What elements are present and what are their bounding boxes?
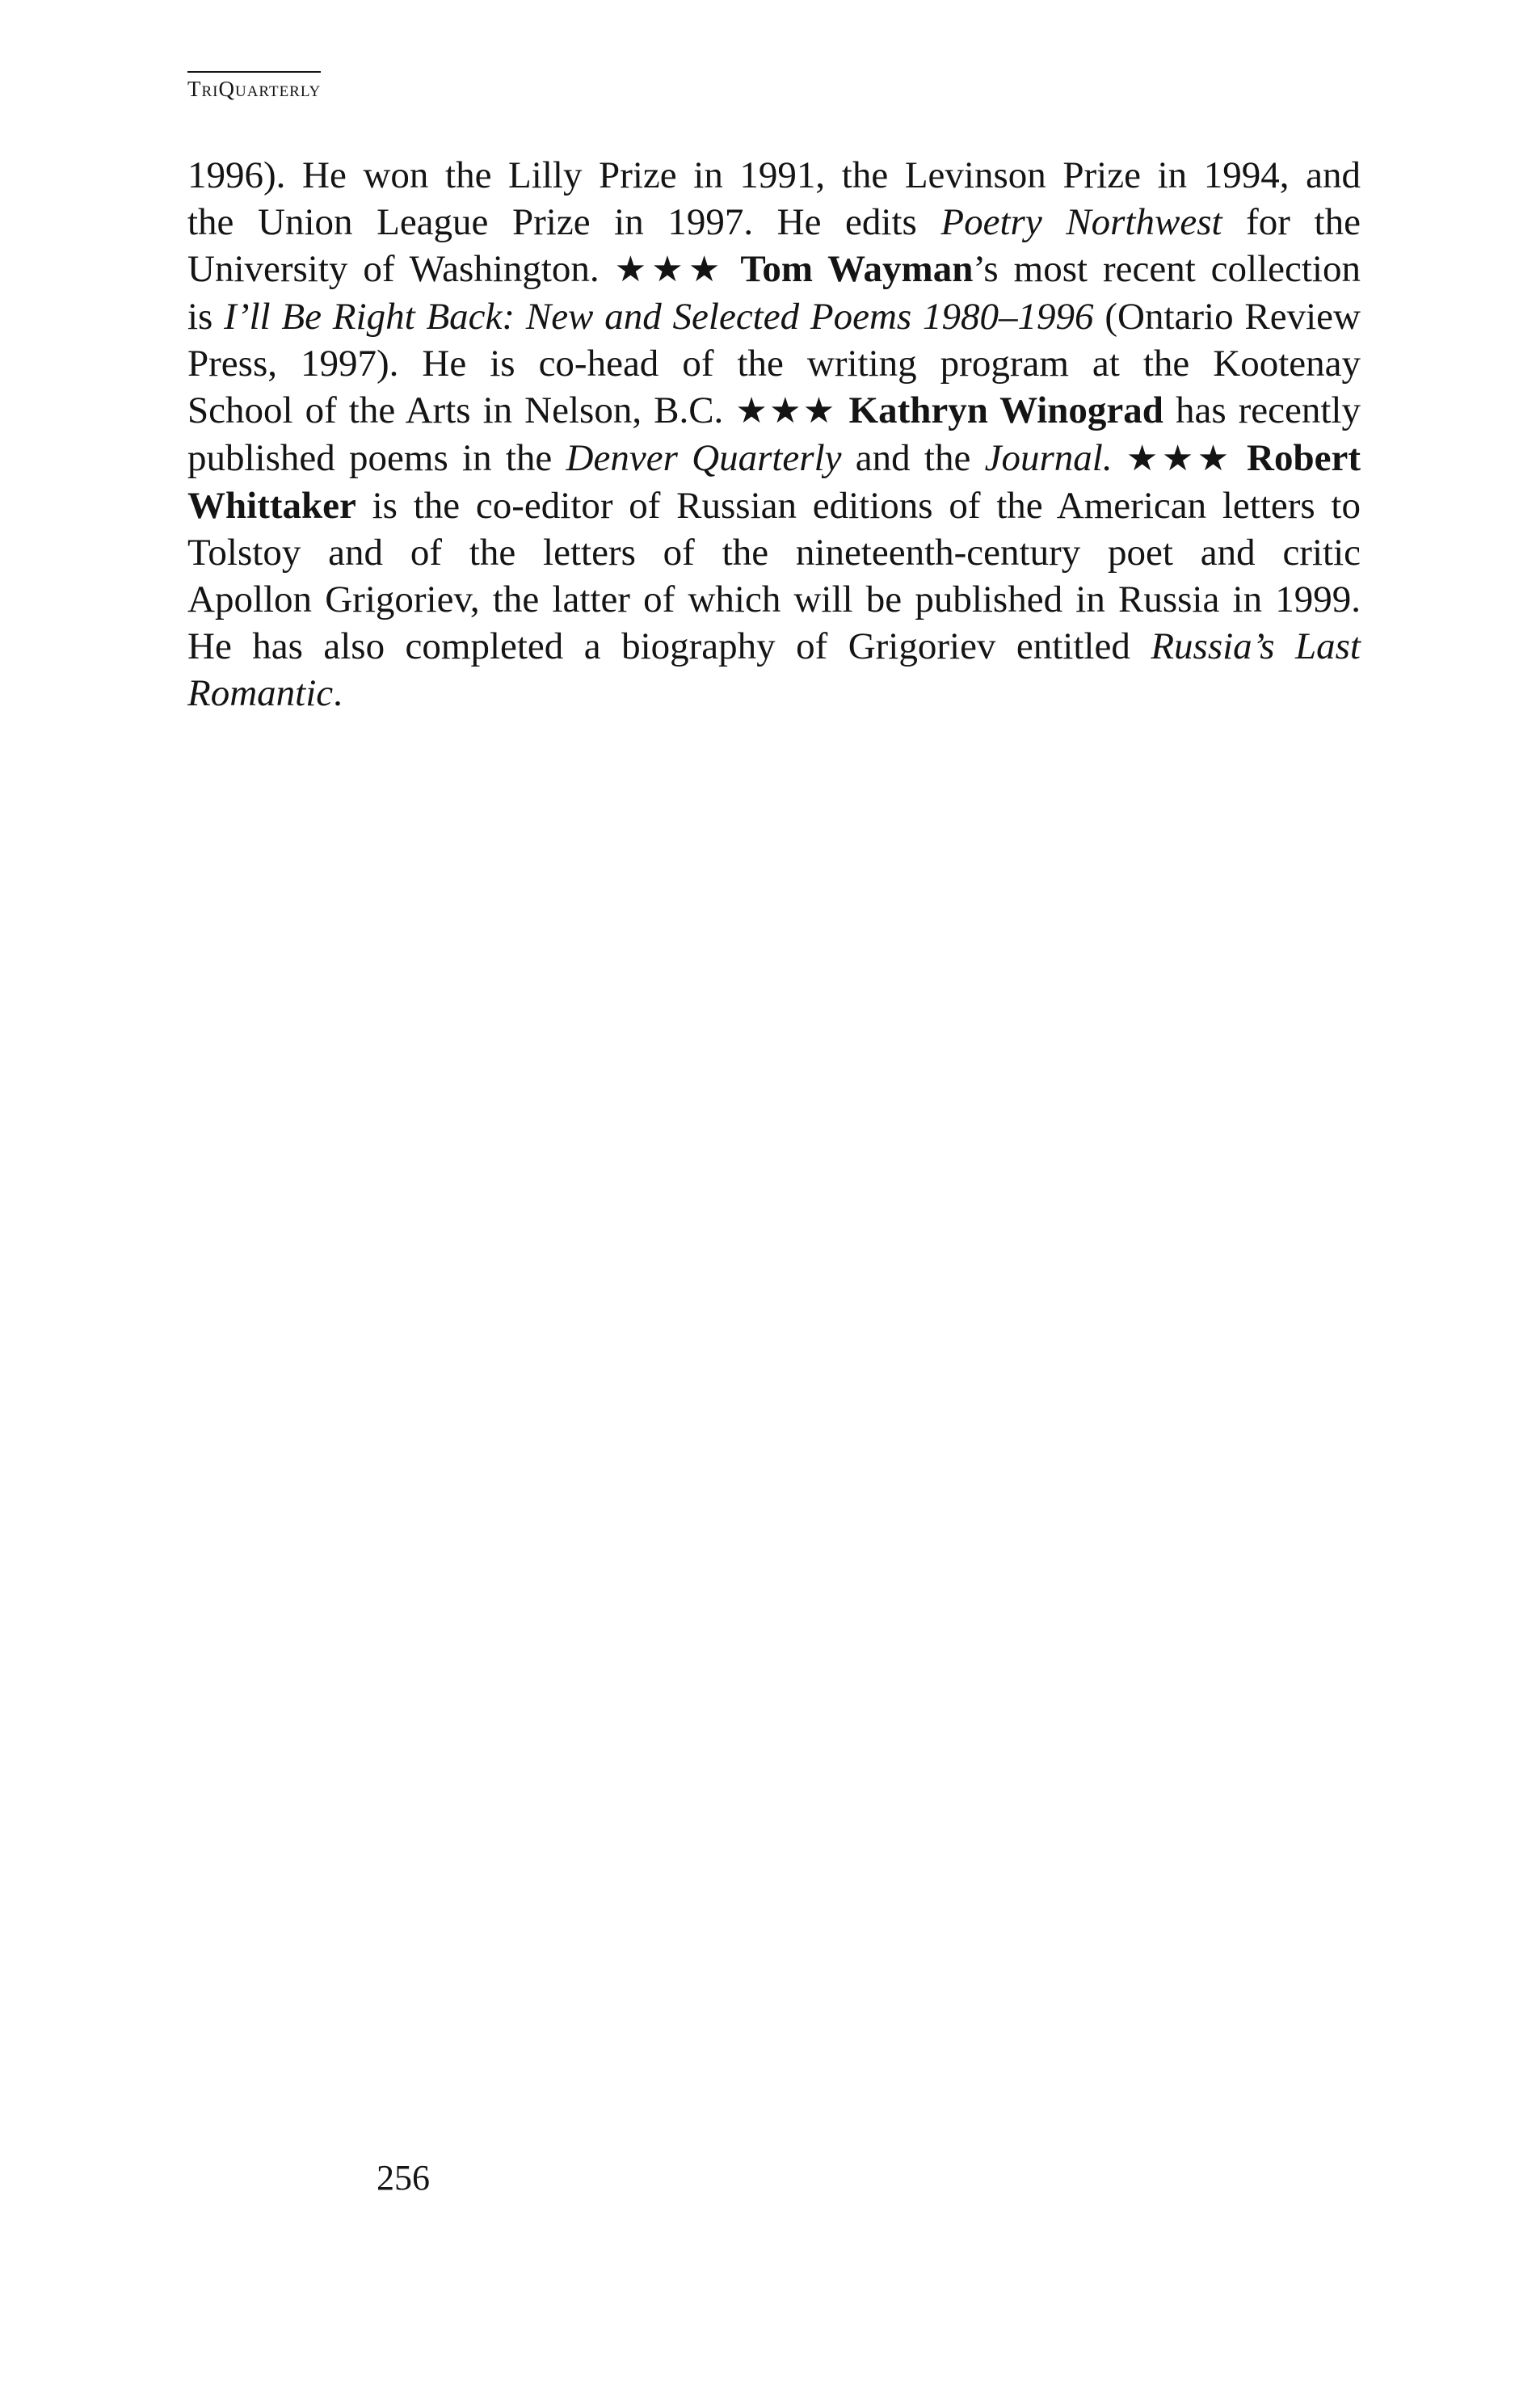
text-segment: Press, 1997). He is co-head of the writing program at the Kootenay [187,343,1361,385]
text-line [187,387,1361,435]
contributor-name: Kathryn Winograd [848,389,1163,431]
text-segment [1113,437,1126,479]
italic-title: Denver Quarterly [566,437,842,479]
contributor-name: Tom Wayman [740,248,974,290]
text-line [187,152,1361,199]
star-separator-icon: ★★★ [1126,439,1233,478]
text-line [187,482,1361,529]
page-number: 256 [377,2158,430,2198]
text-line [187,246,1361,293]
star-separator-icon: ★★★ [735,391,837,431]
text-line [187,576,1361,623]
text-segment: the Union League Prize in 1997. He edits [187,201,941,243]
text-segment: is the co-editor of Russian editions of the American letters to [356,485,1361,527]
text-segment: (Ontario Review [1093,296,1361,338]
text-segment: School of the Arts in Nelson, B.C. [187,389,736,431]
text-segment: He has also completed a biography of Grigoriev entitled [187,625,1151,667]
text-segment: published poems in the [187,437,566,479]
text-segment: for the [1222,201,1361,243]
text-segment [1233,437,1247,479]
text-line [187,199,1361,246]
text-line [187,435,1361,482]
text-line [187,623,1361,670]
italic-title: I’ll Be Right Back: New and Selected Poems 1980–1996 [224,296,1094,338]
text-segment [725,248,740,290]
text-segment: and the [841,437,985,479]
italic-title: Poetry Northwest [940,201,1222,243]
text-segment: University of Washington. [187,248,615,290]
italic-title: Romantic [187,672,334,714]
text-segment: is [187,296,225,338]
contributor-name: Robert [1247,437,1361,479]
text-segment: Apollon Grigoriev, the latter of which will be published in Russia in 1999. [187,578,1361,620]
contributor-notes [187,152,1361,717]
text-segment [837,389,849,431]
italic-title: Russia’s Last [1151,625,1361,667]
italic-title: Journal. [984,437,1113,479]
text-line [187,670,1361,717]
star-separator-icon: ★★★ [614,250,726,289]
text-segment: 1996). He won the Lilly Prize in 1991, the Levinson Prize in 1994, and [187,154,1361,196]
text-segment: Tolstoy and of the letters of the nineteenth-century poet and critic [187,532,1361,574]
text-segment: has recently [1163,389,1361,431]
text-line [187,340,1361,387]
contributor-name: Whittaker [187,485,356,527]
running-head: TriQuarterly [187,71,321,103]
text-segment: ’s most recent collection [973,248,1361,290]
text-line [187,529,1361,576]
text-line [187,293,1361,340]
text-segment: . [333,672,343,714]
